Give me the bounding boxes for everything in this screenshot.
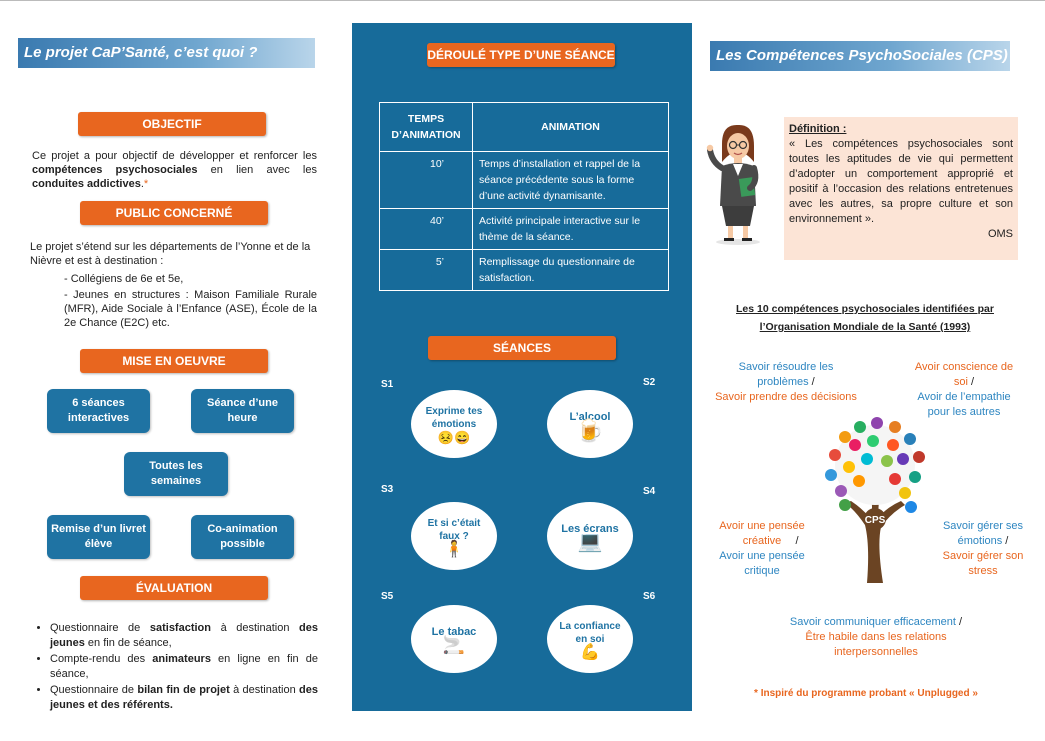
- evaluation-list: [32, 621, 318, 714]
- seance-circle-s3: [411, 502, 497, 570]
- table-cell-desc: Temps d’installation et rappel de la séance précédente sous la forme d’une activité dynamisante.: [473, 152, 669, 209]
- seance-label-s1: S1: [381, 379, 394, 390]
- evaluation-item-1: • Questionnaire de satisfaction à destination des jeunes en fin de séance,: [50, 621, 318, 651]
- deroule-heading: DÉROULÉ TYPE D’UNE SÉANCE: [427, 43, 615, 67]
- competence-group-4: Savoir gérer ses émotions / Savoir gérer son stress: [937, 519, 1029, 579]
- competence-emotions: Savoir gérer ses émotions: [942, 520, 1024, 547]
- seance-table: [379, 102, 669, 291]
- mise-box-seances: 6 séances interactives: [47, 389, 150, 433]
- definition-source: OMS: [987, 228, 1013, 240]
- seance-circle-s6: [547, 605, 633, 673]
- table-row: [380, 250, 669, 291]
- seance-label-s3: S3: [381, 484, 394, 495]
- competence-group-3: Avoir une pensée créative / Avoir une pensée critique: [712, 519, 812, 579]
- definition-box: [784, 117, 1018, 260]
- seance-label-s4: S4: [643, 486, 656, 497]
- table-cell-time: 40’: [380, 209, 473, 250]
- tree-label: CPS: [864, 515, 886, 526]
- seance-circle-s2: [547, 390, 633, 458]
- mise-box-frequence: Toutes les semaines: [124, 452, 228, 496]
- seance-title: Les écrans: [561, 523, 619, 535]
- seance-circle-s1: [411, 390, 497, 458]
- emotion-faces-icon: 😣😄: [437, 429, 471, 445]
- competence-group-1: Savoir résoudre les problèmes / Savoir prendre des décisions: [704, 360, 868, 405]
- table-cell-desc: Remplissage du questionnaire de satisfaction.: [473, 250, 669, 291]
- table-cell-desc: Activité principale interactive sur le thème de la séance.: [473, 209, 669, 250]
- person-icon: 🧍: [444, 540, 464, 558]
- top-divider: [0, 0, 1045, 1]
- competence-problems: Savoir résoudre les problèmes: [738, 361, 834, 388]
- beer-icon: 🍺: [576, 418, 604, 443]
- mise-heading: MISE EN OEUVRE: [80, 349, 268, 373]
- competence-group-5: Savoir communiquer efficacement / Être habile dans les relations interpersonnelles: [780, 615, 972, 660]
- seance-circle-s5: [411, 605, 497, 673]
- seance-title: La confiance en soi: [559, 620, 621, 645]
- public-item-1: - Collégiens de 6e et 5e,: [64, 273, 184, 285]
- seance-label-s6: S6: [643, 591, 656, 602]
- seances-heading: SÉANCES: [428, 336, 616, 360]
- cps-list-title-line-1: Les 10 compétences psychosociales identifiées par: [736, 303, 994, 315]
- table-row: [380, 209, 669, 250]
- competence-stress: Savoir gérer son stress: [942, 550, 1024, 577]
- mise-box-duree: Séance d’une heure: [191, 389, 294, 433]
- public-intro: Le projet s’étend sur les départements de l’Yonne et de la Nièvre et est à destination :: [30, 241, 311, 267]
- evaluation-item-2: • Compte-rendu des animateurs en ligne en fin de séance,: [50, 652, 318, 682]
- seance-circle-s4: [547, 502, 633, 570]
- competence-relations: Être habile dans les relations interpersonnelles: [805, 631, 947, 658]
- table-header-animation: ANIMATION: [473, 103, 669, 152]
- cigarette-icon: 🚬: [442, 635, 466, 655]
- seance-title: Le tabac: [431, 626, 477, 638]
- objectif-text: Ce projet a pour objectif de développer et renforcer les compétences psychosociales en lien avec les conduites addictives.*: [32, 150, 317, 190]
- seance-label-s5: S5: [381, 591, 394, 602]
- mise-box-livret: Remise d’un livret élève: [47, 515, 150, 559]
- seance-title: L’alcool: [569, 411, 611, 423]
- definition-text: « Les compétences psychosociales sont toutes les aptitudes de vie qui permettent d’adopter un comportement approprié et positif à l’occasion des relations entretenues avec les autres, sa propre culture et son environnement ».: [789, 138, 1013, 225]
- table-cell-time: 5’: [380, 250, 473, 291]
- hands-tree-illustration: [815, 415, 935, 583]
- seance-label-s2: S2: [643, 377, 656, 388]
- competence-creative: Avoir une pensée créative: [719, 520, 805, 547]
- right-banner: Les Compétences PsychoSociales (CPS): [710, 41, 1010, 71]
- footnote: * Inspiré du programme probant « Unplugged »: [754, 688, 978, 699]
- cps-list-title-line-2: l’Organisation Mondiale de la Santé (1993): [759, 321, 971, 333]
- seance-title: Et si c’était faux ?: [427, 517, 481, 542]
- evaluation-heading: ÉVALUATION: [80, 576, 268, 600]
- left-banner: Le projet CaP’Santé, c’est quoi ?: [18, 38, 315, 68]
- public-item-2: - Jeunes en structures : Maison Familiale Rurale (MFR), Aide Sociale à l’Enfance (ASE), École de la 2e Chance (E2C) etc.: [64, 289, 317, 329]
- objectif-heading: OBJECTIF: [78, 112, 266, 136]
- teacher-illustration: [700, 122, 772, 247]
- competence-decisions: Savoir prendre des décisions: [715, 391, 857, 403]
- evaluation-item-3: • Questionnaire de bilan fin de projet à destination des jeunes et des référents.: [50, 683, 318, 713]
- competence-self-awareness: Avoir conscience de soi: [914, 361, 1014, 388]
- screens-icon: 💻: [577, 531, 603, 553]
- competence-empathy: Avoir de l’empathie pour les autres: [917, 391, 1011, 418]
- competence-communicate: Savoir communiquer efficacement: [789, 616, 956, 628]
- public-heading: PUBLIC CONCERNÉ: [80, 201, 268, 225]
- strength-icon: 💪: [580, 643, 600, 661]
- table-cell-time: 10’: [380, 152, 473, 209]
- cps-list-title: [708, 300, 1022, 336]
- seance-title: Exprime tes émotions: [425, 405, 483, 430]
- competence-critical: Avoir une pensée critique: [719, 550, 805, 577]
- definition-title: Définition :: [789, 123, 847, 135]
- competence-group-2: Avoir conscience de soi / Avoir de l’empathie pour les autres: [905, 360, 1023, 420]
- table-row: [380, 152, 669, 209]
- mise-box-coanimation: Co-animation possible: [191, 515, 294, 559]
- table-header-time: TEMPS D’ANIMATION: [380, 103, 473, 152]
